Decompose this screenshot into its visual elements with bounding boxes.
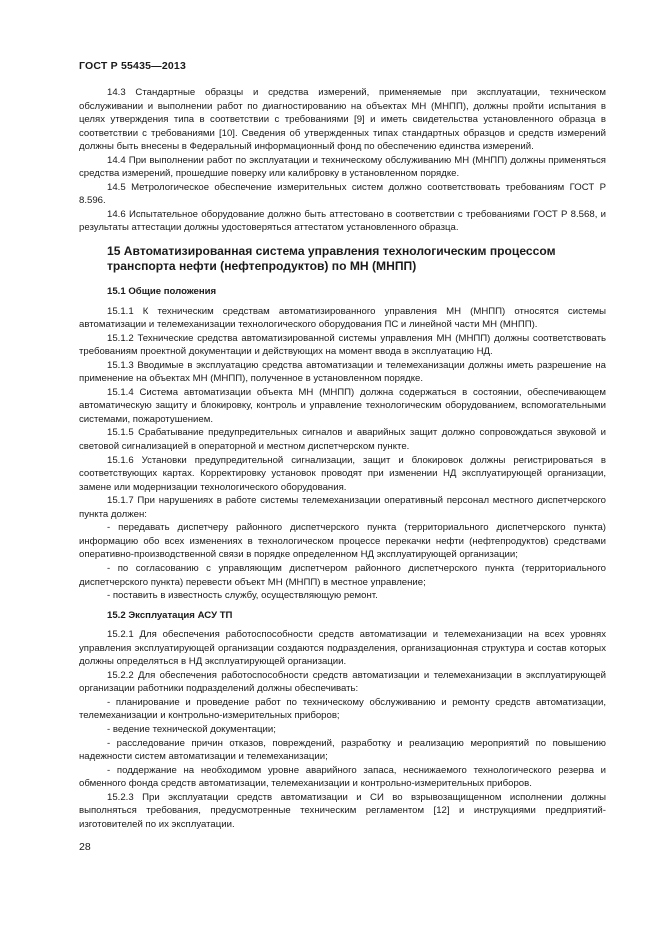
list-item: - передавать диспетчеру районного диспетчерского пункта (территориального диспетчерского пункта) информацию обо всех изменениях в технологическом процессе перекачки нефти (нефтепродуктов) средствами оперативно-производственной связи в порядке определенном НД эксплуатирующей организации; — [79, 522, 606, 561]
paragraph-15-1-2: 15.1.2 Технические средства автоматизированной системы управления МН (МНПП) должны соответствовать требованиям проектной документации и действующих на момент ввода в эксплуатацию НД. — [79, 332, 606, 358]
paragraph-15-1-3: 15.1.3 Вводимые в эксплуатацию средства автоматизации и телемеханизации должны иметь разрешение на применение на объектах МН (МНПП), полученное в установленном порядке. — [79, 359, 606, 385]
list-item: - планирование и проведение работ по техническому обслуживанию и ремонту средств автоматизации, телемеханизации и контрольно-измерительных приборов; — [79, 696, 606, 722]
paragraph-14-4: 14.4 При выполнении работ по эксплуатации и техническому обслуживанию МН (МНПП) должны применяться средства измерений, прошедшие поверку или калибровку в установленном порядке. — [79, 154, 606, 180]
paragraph-15-1-1: 15.1.1 К техническим средствам автоматизированного управления МН (МНПП) относятся системы автоматизации и телемеханизации технологического оборудования ПС и линейной части МН (МНПП). — [79, 305, 606, 331]
list-item: - по согласованию с управляющим диспетчером районного диспетчерского пункта (территориального диспетчерского пункта) перевести объект МН (МНПП) в местное управление; — [79, 562, 606, 588]
list-item: - расследование причин отказов, повреждений, разработку и реализацию мероприятий по повышению надежности систем автоматизации и телемеханизации; — [79, 737, 606, 763]
paragraph-15-1-5: 15.1.5 Срабатывание предупредительных сигналов и аварийных защит должно сопровождаться звуковой и световой сигнализацией в операторной и местном диспетчерском пункте. — [79, 427, 606, 453]
document-body — [79, 86, 606, 831]
list-item: - ведение технической документации; — [107, 723, 276, 735]
paragraph-15-1-4: 15.1.4 Система автоматизации объекта МН (МНПП) должна содержаться в состоянии, обеспечивающем автоматическую защиту и блокировку, контроль и управление технологическим оборудованием, вспомогательными системами, пожаротушением. — [79, 386, 606, 425]
paragraph-15-2-1: 15.2.1 Для обеспечения работоспособности средств автоматизации и телемеханизации на всех уровнях управления эксплуатирующей организации создаются подразделения, организационная структура и состав которых должны определяться в НД эксплуатирующей организации. — [79, 629, 606, 668]
paragraph-15-2-3: 15.2.3 При эксплуатации средств автоматизации и СИ во взрывозащищенном исполнении должны выполняться требования, предусмотренные техническим регламентом [12] и инструкциями предприятий-изготовителей по их эксплуатации. — [79, 791, 606, 830]
subsection-heading-15-1: 15.1 Общие положения — [107, 286, 217, 298]
subsection-heading-15-2: 15.2 Эксплуатация АСУ ТП — [107, 609, 233, 621]
section-heading-15: 15 Автоматизированная система управления технологическим процессом транспорта нефти (нефтепродуктов) по МН (МНПП) — [107, 244, 556, 273]
list-item: - поставить в известность службу, осуществляющую ремонт. — [107, 590, 378, 602]
paragraph-14-5: 14.5 Метрологическое обеспечение измерительных систем должно соответствовать требованиям ГОСТ Р 8.596. — [79, 181, 606, 207]
document-header: ГОСТ Р 55435—2013 — [79, 60, 187, 72]
paragraph-15-1-7: 15.1.7 При нарушениях в работе системы телемеханизации оперативный персонал местного диспетчерского пункта должен: — [79, 495, 606, 520]
list-item: - поддержание на необходимом уровне аварийного запаса, неснижаемого технологического резерва и обменного фонда средств автоматизации, телемеханизации и контрольно-измерительных приборов. — [79, 764, 606, 790]
paragraph-15-1-6: 15.1.6 Установки предупредительной сигнализации, защит и блокировок должны регистрироваться в соответствующих картах. Корректировку установок проводят при изменении НД эксплуатирующей организации, замене или модернизации технологического оборудования. — [79, 454, 606, 493]
paragraph-14-3: 14.3 Стандартные образцы и средства измерений, применяемые при эксплуатации, техническом обслуживании и выполнении работ по диагностированию на объектах МН (МНПП), должны пройти испытания в целях утверждения типа в соответствии с требованиями [9] и иметь свидетельства установленного образца в соответствии с требованиями [10]. Сведения об утвержденных типах стандартных образцов и средств измерений должны быть внесены в Федеральный информационный фонд по обеспечению единства измерений. — [79, 87, 606, 153]
paragraph-14-6: 14.6 Испытательное оборудование должно быть аттестовано в соответствии с требованиями ГОСТ Р 8.568, и результаты аттестации должны удостоверяться аттестатом установленного образца. — [79, 208, 606, 234]
paragraph-15-2-2: 15.2.2 Для обеспечения работоспособности средств автоматизации и телемеханизации в эксплуатирующей организации работники подразделений должны обеспечивать: — [79, 669, 606, 695]
page-number: 28 — [79, 841, 91, 853]
